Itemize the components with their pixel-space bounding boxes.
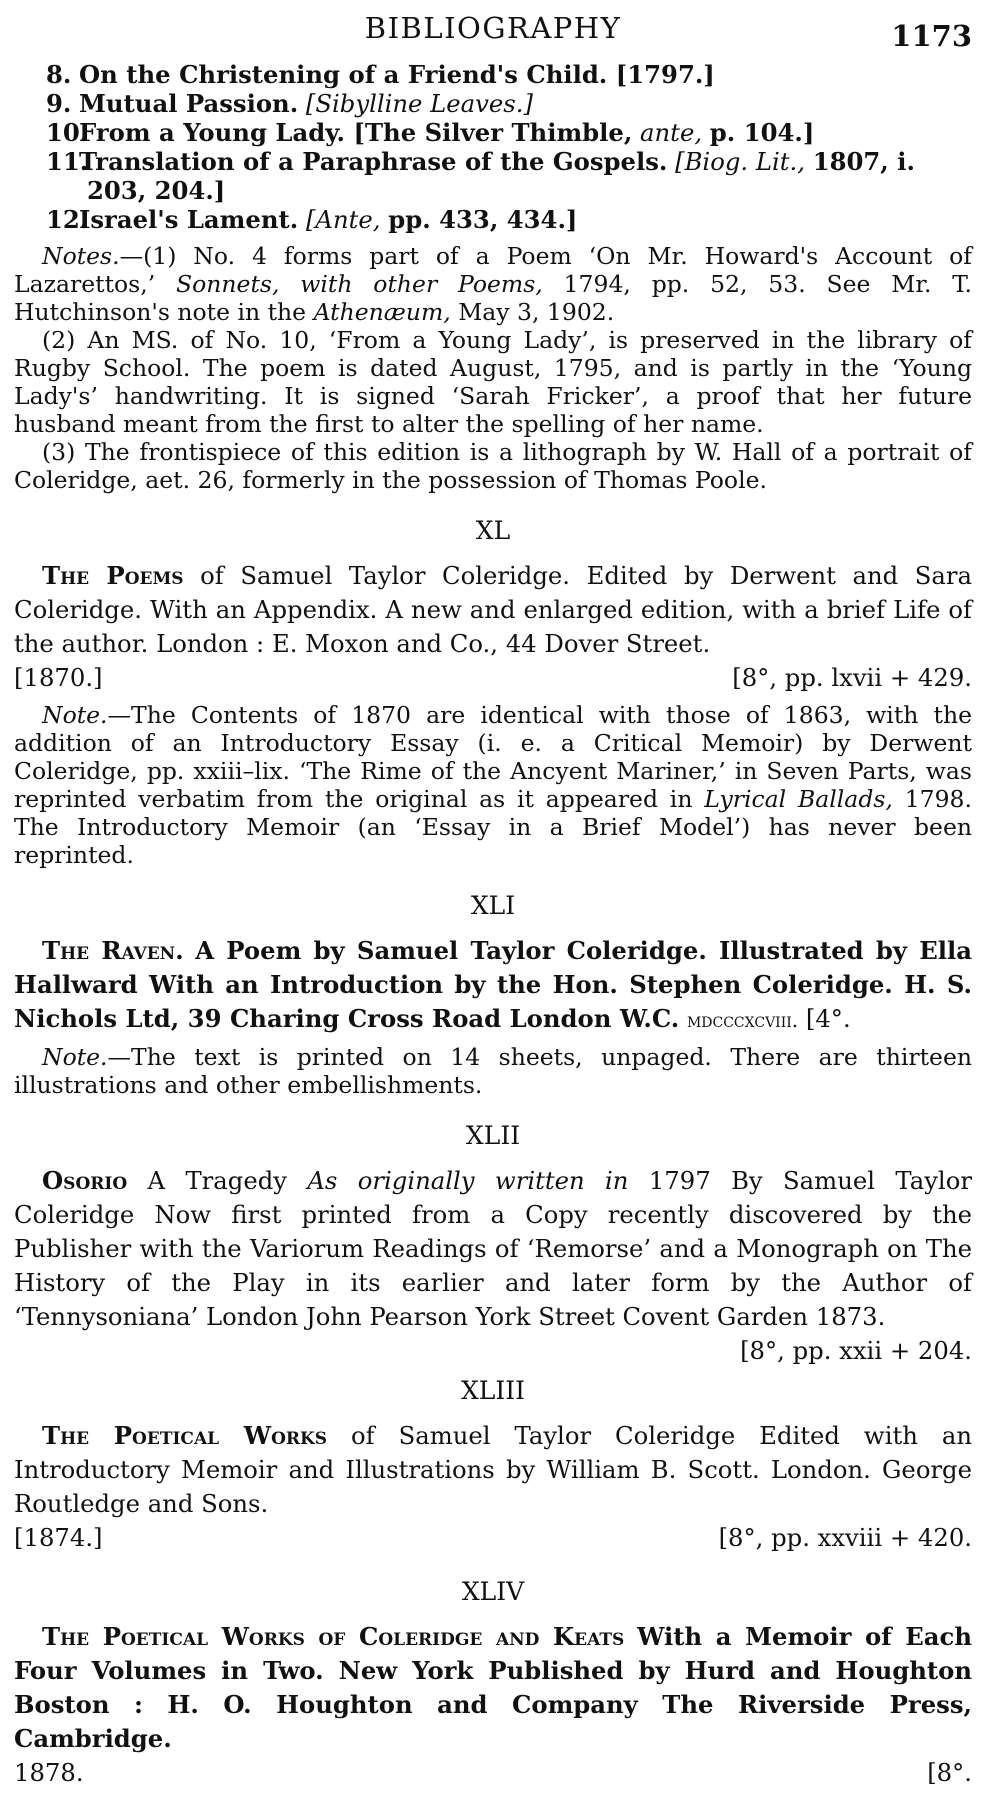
notes-section [14, 242, 972, 494]
entry-imprint [14, 1756, 972, 1790]
entry-format: [8°, pp. xxii + 204. [740, 1336, 972, 1365]
list-item: 8. On the Christening of a Friend's Child. [1797.] [46, 60, 715, 89]
entry-format: [8°. [927, 1758, 972, 1787]
entry-xli [14, 891, 972, 1099]
entry-numeral: XLII [465, 1121, 521, 1150]
entry-numeral: XLIV [461, 1577, 525, 1606]
entry-date: [1870.] [14, 663, 103, 692]
entry-text: The Raven. A Poem by Samuel Taylor Coleridge. Illustrated by Ella Hallward With an Introduction by the Hon. Stephen Coleridge. H. S. Nichols Ltd, 39 Charing Cross Road London W.C. mdcccxcviii. [4°. [14, 936, 972, 1033]
entry-date: [1874.] [14, 1523, 103, 1552]
page-number: 1173 [891, 19, 972, 53]
entry-text: The Poetical Works of Samuel Taylor Coleridge Edited with an Introductory Memoir and Illustrations by William B. Scott. London. George Routledge and Sons. [14, 1421, 972, 1518]
entry-text: Osorio A Tragedy As originally written in 1797 By Samuel Taylor Coleridge Now first printed from a Copy recently discovered by the Publisher with the Variorum Readings of ‘Remorse’ and a Monograph on The History of the Play in its earlier and later form by the Author of ‘Tennysoniana’ London John Pearson York Street Covent Garden 1873. [14, 1166, 972, 1331]
entry-xlii [14, 1121, 972, 1368]
page [14, 10, 972, 1790]
note-2: (2) An MS. of No. 10, ‘From a Young Lady’, is preserved in the library of Rugby School. The poem is dated August, 1795, and is partly in the ‘Young Lady's’ handwriting. It is signed ‘Sarah Fricker’, a proof that her future husband meant from the first to alter the spelling of her name. [14, 326, 972, 438]
entry-format: [8°, pp. lxvii + 429. [732, 663, 972, 692]
entry-note: Note.—The Contents of 1870 are identical with those of 1863, with the addition of an Introductory Essay (i. e. a Critical Memoir) by Derwent Coleridge, pp. xxiii–lix. ‘The Rime of the Ancyent Mariner,’ in Seven Parts, was reprinted verbatim from the original as it appeared in Lyrical Ballads, 1798. The Introductory Memoir (an ‘Essay in a Brief Model’) has never been reprinted. [14, 701, 972, 869]
entry-imprint [14, 1521, 972, 1555]
list-item: 10.From a Young Lady. [The Silver Thimble, ante, p. 104.] [46, 118, 815, 147]
entry-imprint [14, 661, 972, 695]
list-item: 11.Translation of a Paraphrase of the Gospels. [Biog. Lit., 1807, i. 203, 204.] [46, 147, 915, 205]
entry-note: Note.—The text is printed on 14 sheets, unpaged. There are thirteen illustrations and other embellishments. [14, 1043, 972, 1099]
entry-xliii [14, 1376, 972, 1555]
list-item: 12.Israel's Lament. [Ante, pp. 433, 434.] [46, 205, 578, 234]
entry-numeral: XLIII [460, 1376, 526, 1405]
entry-xl [14, 516, 972, 869]
list-item: 9. Mutual Passion. [Sibylline Leaves.] [46, 89, 533, 118]
entry-numeral: XLI [470, 891, 516, 920]
entry-text: The Poems of Samuel Taylor Coleridge. Edited by Derwent and Sara Coleridge. With an Appendix. A new and enlarged edition, with a brief Life of the author. London : E. Moxon and Co., 44 Dover Street. [14, 561, 972, 658]
poem-list [14, 60, 972, 234]
entry-format: [8°, pp. xxviii + 420. [718, 1523, 972, 1552]
entry-date: 1878. [14, 1758, 84, 1787]
entry-text: The Poetical Works of Coleridge and Keats With a Memoir of Each Four Volumes in Two. New York Published by Hurd and Houghton Boston : H. O. Houghton and Company The Riverside Press, Cambridge. [14, 1622, 972, 1753]
running-title: BIBLIOGRAPHY [364, 11, 622, 45]
page-header [14, 10, 972, 60]
entry-numeral: XL [475, 516, 511, 545]
entry-xliv [14, 1577, 972, 1790]
note-1: Notes.—(1) No. 4 forms part of a Poem ‘On Mr. Howard's Account of Lazarettos,’ Sonnets, with other Poems, 1794, pp. 52, 53. See Mr. T. Hutchinson's note in the Athenæum, May 3, 1902. [14, 242, 972, 326]
note-3: (3) The frontispiece of this edition is a lithograph by W. Hall of a portrait of Coleridge, aet. 26, formerly in the possession of Thomas Poole. [14, 438, 972, 494]
